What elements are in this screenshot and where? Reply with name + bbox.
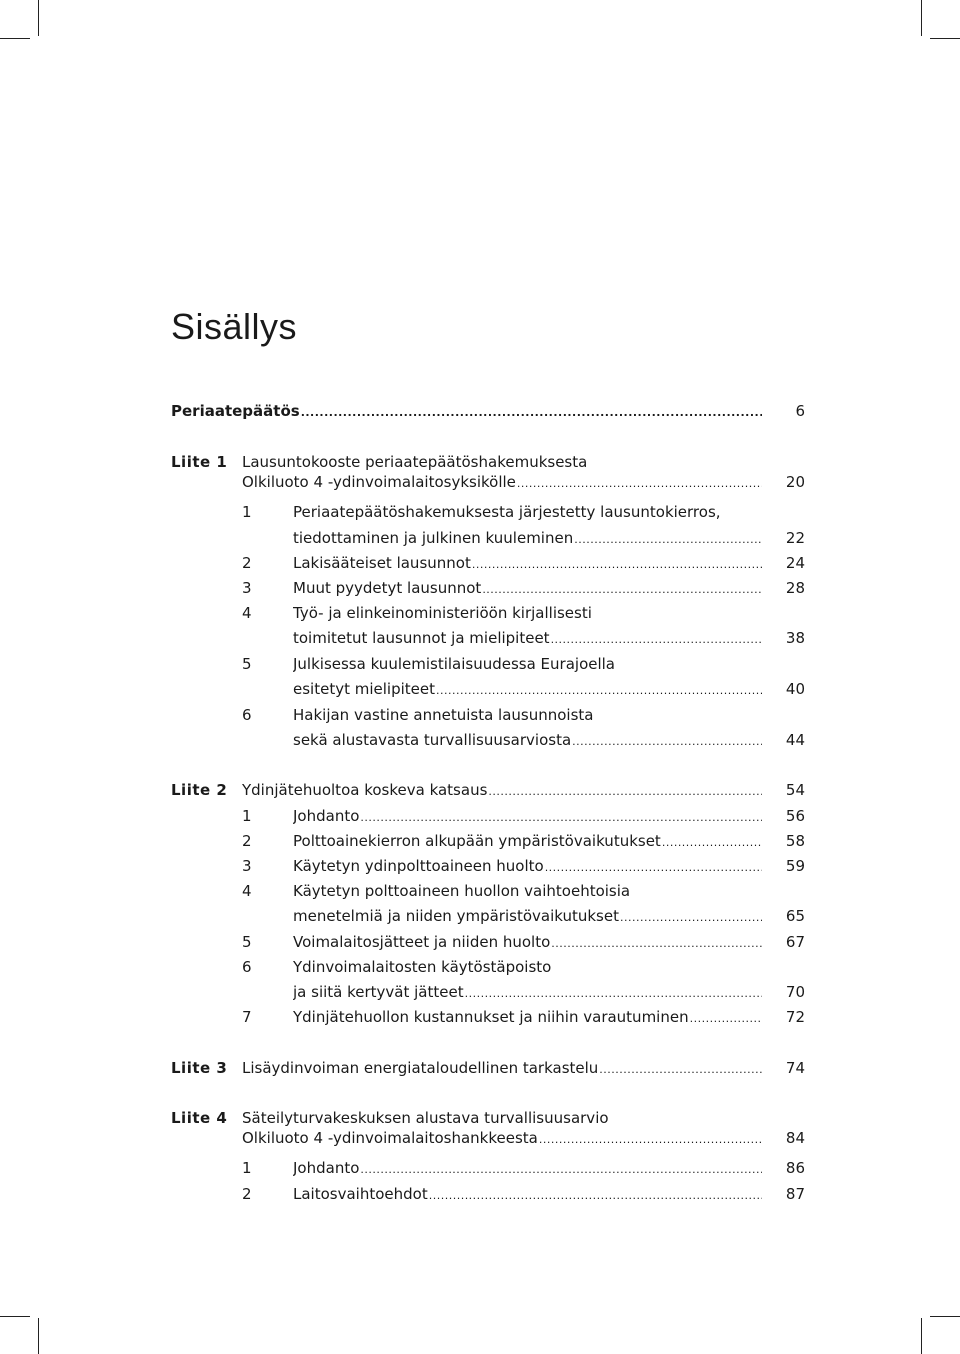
- subentry-number: 4: [242, 882, 252, 900]
- crop-mark-right-top: [930, 38, 960, 39]
- subentry-title: Johdanto: [293, 1159, 360, 1177]
- toc-subentry[interactable]: [0, 904, 960, 928]
- toc-subentry[interactable]: [0, 526, 960, 550]
- toc-subentry-heading: [0, 500, 960, 524]
- subentry-title: Voimalaitosjätteet ja niiden huolto: [293, 933, 551, 951]
- subentry-number: 1: [242, 503, 252, 521]
- toc-page-number: 44: [785, 731, 805, 749]
- subentry-number: 1: [242, 807, 252, 825]
- subentry-number: 2: [242, 554, 252, 572]
- toc-entry-title: Ydinjätehuoltoa koskeva katsaus: [242, 781, 488, 799]
- subentry-number: 3: [242, 579, 252, 597]
- crop-mark-left-top: [0, 38, 30, 39]
- subentry-number: 1: [242, 1159, 252, 1177]
- leader-dots: [360, 1158, 762, 1182]
- toc-page-number: 24: [785, 554, 805, 572]
- page-title: Sisällys: [171, 306, 298, 347]
- appendix-label: Liite 3: [171, 1059, 228, 1077]
- toc-page-number: 65: [785, 907, 805, 925]
- toc-subentry[interactable]: [0, 1005, 960, 1029]
- leader-dots: [690, 1007, 762, 1031]
- leader-dots: [301, 401, 762, 425]
- toc-subentry[interactable]: [0, 1182, 960, 1206]
- toc-page-number: 86: [785, 1159, 805, 1177]
- subentry-title-cont: toimitetut lausunnot ja mielipiteet: [293, 629, 550, 647]
- crop-mark-top-left: [38, 0, 39, 36]
- toc-subentry[interactable]: [0, 1156, 960, 1180]
- toc-entry[interactable]: [0, 778, 960, 802]
- toc-page-number: 67: [785, 933, 805, 951]
- toc-page-number: 84: [785, 1129, 805, 1147]
- toc-page-number: 87: [785, 1185, 805, 1203]
- leader-dots: [472, 553, 762, 577]
- toc-subentry-heading: [0, 652, 960, 676]
- leader-dots: [360, 806, 762, 830]
- toc-entry[interactable]: [0, 1126, 960, 1150]
- toc-entry[interactable]: [0, 399, 960, 423]
- subentry-title-cont: ja siitä kertyvät jätteet: [293, 983, 464, 1001]
- toc-page-number: 6: [795, 402, 805, 420]
- toc-subentry[interactable]: [0, 854, 960, 878]
- subentry-number: 7: [242, 1008, 252, 1026]
- toc-subentry-heading: [0, 601, 960, 625]
- leader-dots: [517, 472, 762, 496]
- subentry-title: Laitosvaihtoehdot: [293, 1185, 428, 1203]
- toc-entry-title: Lausuntokooste periaatepäätöshakemuksesta: [242, 453, 588, 471]
- toc-entry-title-cont: Olkiluoto 4 -ydinvoimalaitosyksikölle: [242, 473, 516, 491]
- toc-subentry[interactable]: [0, 980, 960, 1004]
- leader-dots: [539, 1128, 762, 1152]
- toc-page-number: 54: [785, 781, 805, 799]
- subentry-title: Johdanto: [293, 807, 360, 825]
- toc-entry[interactable]: [0, 1056, 960, 1080]
- subentry-title: Muut pyydetyt lausunnot: [293, 579, 482, 597]
- toc-subentry[interactable]: [0, 576, 960, 600]
- toc-page-number: 74: [785, 1059, 805, 1077]
- subentry-title: Ydinvoimalaitosten käytöstäpoisto: [293, 958, 552, 976]
- toc-subentry[interactable]: [0, 930, 960, 954]
- crop-mark-left-bottom: [0, 1316, 30, 1317]
- toc-entry[interactable]: [0, 470, 960, 494]
- toc-subentry[interactable]: [0, 677, 960, 701]
- toc-page-number: 20: [785, 473, 805, 491]
- subentry-number: 5: [242, 655, 252, 673]
- toc-subentry-heading: [0, 879, 960, 903]
- leader-dots: [436, 679, 762, 703]
- subentry-title: Lakisääteiset lausunnot: [293, 554, 471, 572]
- crop-mark-bottom-left: [38, 1318, 39, 1354]
- subentry-title: Polttoainekierron alkupään ympäristövaikutukset: [293, 832, 661, 850]
- subentry-title-cont: sekä alustavasta turvallisuusarviosta: [293, 731, 572, 749]
- subentry-title-cont: tiedottaminen ja julkinen kuuleminen: [293, 529, 574, 547]
- subentry-number: 2: [242, 1185, 252, 1203]
- subentry-title: Periaatepäätöshakemuksesta järjestetty lausuntokierros,: [293, 503, 721, 521]
- crop-mark-right-bottom: [930, 1316, 960, 1317]
- crop-mark-bottom-right: [921, 1318, 922, 1354]
- toc-entry-title: Lisäydinvoiman energiataloudellinen tarkastelu: [242, 1059, 599, 1077]
- toc-page-number: 40: [785, 680, 805, 698]
- subentry-title-cont: esitetyt mielipiteet: [293, 680, 435, 698]
- leader-dots: [545, 856, 762, 880]
- toc-subentry[interactable]: [0, 804, 960, 828]
- toc-subentry[interactable]: [0, 626, 960, 650]
- subentry-number: 3: [242, 857, 252, 875]
- subentry-title: Ydinjätehuollon kustannukset ja niihin varautuminen: [293, 1008, 689, 1026]
- leader-dots: [551, 628, 762, 652]
- toc-subentry[interactable]: [0, 728, 960, 752]
- leader-dots: [488, 780, 762, 804]
- toc-page-number: 59: [785, 857, 805, 875]
- leader-dots: [482, 578, 762, 602]
- appendix-label: Liite 1: [171, 453, 228, 471]
- crop-mark-top-right: [921, 0, 922, 36]
- toc-page-number: 70: [785, 983, 805, 1001]
- leader-dots: [574, 528, 762, 552]
- appendix-label: Liite 2: [171, 781, 228, 799]
- subentry-number: 2: [242, 832, 252, 850]
- subentry-title: Käytetyn polttoaineen huollon vaihtoehtoisia: [293, 882, 631, 900]
- toc-subentry[interactable]: [0, 829, 960, 853]
- toc-page-number: 58: [785, 832, 805, 850]
- leader-dots: [429, 1184, 762, 1208]
- toc-entry-title-cont: Olkiluoto 4 -ydinvoimalaitoshankkeesta: [242, 1129, 538, 1147]
- toc-subentry[interactable]: [0, 551, 960, 575]
- subentry-title: Julkisessa kuulemistilaisuudessa Eurajoella: [293, 655, 616, 673]
- subentry-number: 5: [242, 933, 252, 951]
- subentry-number: 6: [242, 706, 252, 724]
- toc-entry-title: Periaatepäätös: [171, 402, 300, 420]
- toc-entry-title: Säteilyturvakeskuksen alustava turvallisuusarvio: [242, 1109, 609, 1127]
- toc-page-number: 72: [785, 1008, 805, 1026]
- leader-dots: [551, 932, 762, 956]
- appendix-label: Liite 4: [171, 1109, 228, 1127]
- subentry-number: 6: [242, 958, 252, 976]
- subentry-number: 4: [242, 604, 252, 622]
- subentry-title-cont: menetelmiä ja niiden ympäristövaikutukset: [293, 907, 619, 925]
- toc-page-number: 28: [785, 579, 805, 597]
- leader-dots: [620, 906, 762, 930]
- toc-subentry-heading: [0, 703, 960, 727]
- leader-dots: [662, 831, 762, 855]
- leader-dots: [572, 730, 762, 754]
- toc-page-number: 38: [785, 629, 805, 647]
- leader-dots: [465, 982, 762, 1006]
- leader-dots: [599, 1058, 762, 1082]
- toc-page-number: 56: [785, 807, 805, 825]
- toc-page-number: 22: [785, 529, 805, 547]
- toc-subentry-heading: [0, 955, 960, 979]
- subentry-title: Hakijan vastine annetuista lausunnoista: [293, 706, 594, 724]
- subentry-title: Työ- ja elinkeinoministeriöön kirjallisesti: [293, 604, 592, 622]
- subentry-title: Käytetyn ydinpolttoaineen huolto: [293, 857, 544, 875]
